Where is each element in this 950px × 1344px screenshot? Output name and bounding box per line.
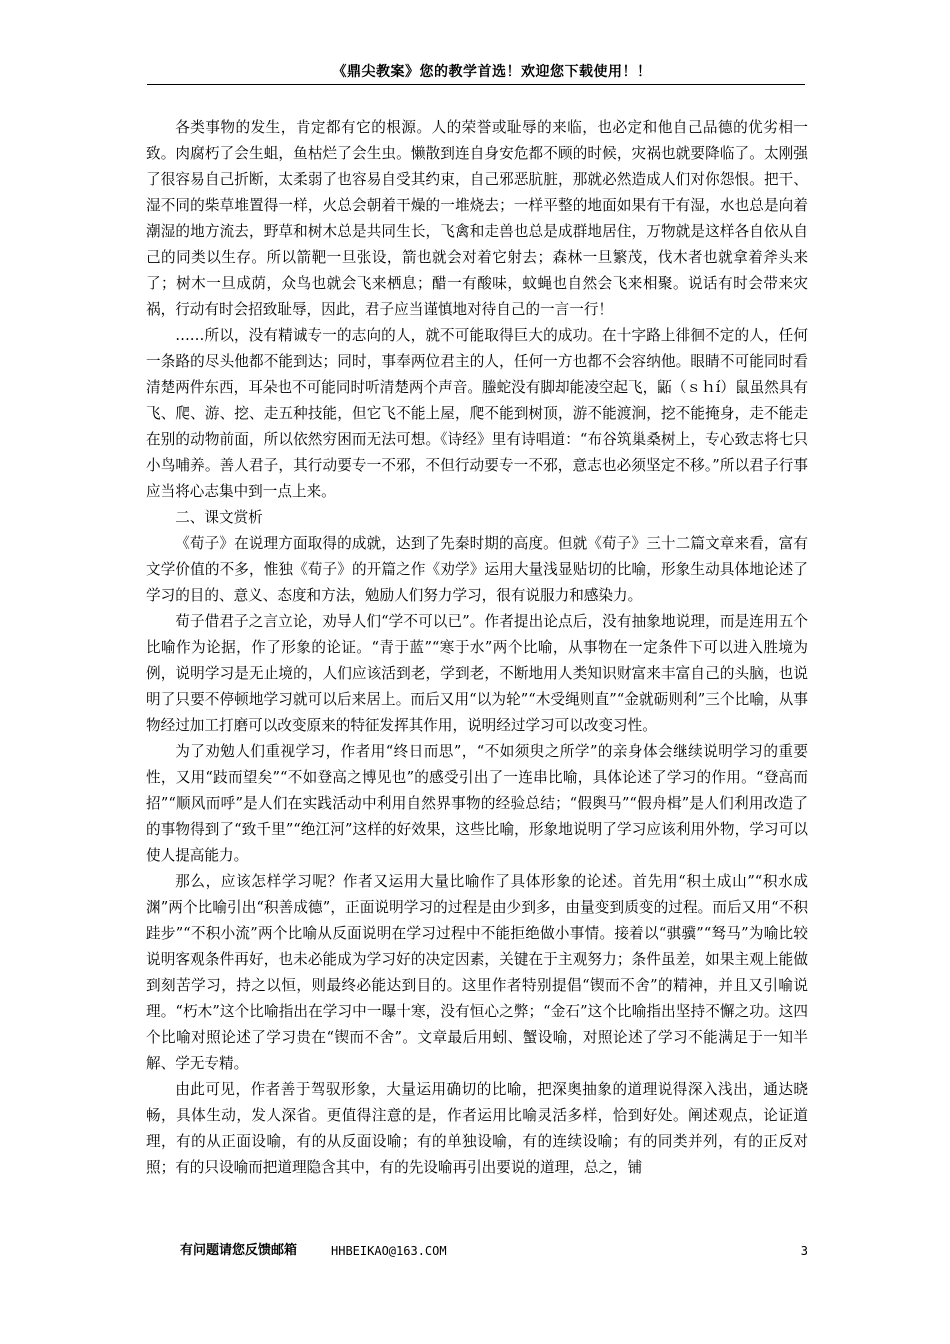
paragraph-how-to-learn: 那么，应该怎样学习呢？作者又运用大量比喻作了具体形象的论述。首先用“积土成山”“积水成渊”两个比喻引出“积善成德”，正面说明学习的过程是由少到多，由量变到质变的过程。而后又用“不积跬步”“不积小流”两个比喻从反面说明在学习过程中不能拒绝做小事情。接着以“骐骥”“驽马”为喻比较说明客观条件再好，也未必能成为学习好的决定因素，关键在于主观努力；条件虽差，如果主观上能做到刻苦学习，持之以恒，则最终必能达到目的。这里作者特别提倡“锲而不舍”的精神，并且又引喻说理。“朽木”这个比喻指出在学习中一曝十寒，没有恒心之弊；“金石”这个比喻指出坚持不懈之功。这四个比喻对照论述了学习贵在“锲而不舍”。文章最后用蚓、蟹设喻，对照论述了学习不能满足于一知半解、学无专精。 — [146, 873, 808, 1072]
feedback-email[interactable]: HHBEIKAO@163.COM — [331, 1244, 447, 1258]
feedback-label: 有问题请您反馈邮箱 — [180, 1243, 298, 1258]
section-heading-text-appreciation: 二、课文赏析 — [175, 509, 263, 526]
page-footer — [180, 1240, 808, 1262]
header-divider — [147, 84, 805, 85]
paragraph-five-metaphors: 荀子借君子之言立论，劝导人们“学不可以已”。作者提出论点后，没有抽象地说理，而是连用五个比喻作为论据，作了形象的论证。“青于蓝”“寒于水”两个比喻，从事物在一定条件下可以进入胜境为例，说明学习是无止境的，人们应该活到老，学到老，不断地用人类知识财富来丰富自己的头脑，也说明了只要不停顿地学习就可以后来居上。而后又用“以为轮”“木受绳则直”“金就砺则利”三个比喻，从事物经过加工打磨可以改变原来的特征发挥其作用，说明经过学习可以改变习性。 — [146, 613, 808, 734]
page-number: 3 — [800, 1244, 808, 1258]
paragraph-conclusion: 由此可见，作者善于驾驭形象，大量运用确切的比喻，把深奥抽象的道理说得深入浅出，通达晓畅，具体生动，发人深省。更值得注意的是，作者运用比喻灵活多样，恰到好处。阐述观点，论证道理，有的从正面设喻，有的从反面设喻；有的单独设喻，有的连续设喻；有的同类并列，有的正反对照；有的只设喻而把道理隐含其中，有的先设喻再引出要说的道理，总之，铺 — [146, 1081, 808, 1176]
paragraph-single-minded-focus: ……所以，没有精诚专一的志向的人，就不可能取得巨大的成功。在十字路上徘徊不定的人，任何一条路的尽头他都不能到达；同时，事奉两位君主的人，任何一方也都不会容纳他。眼睛不可能同时看清楚两件东西，耳朵也不可能同时听清楚两个声音。螣蛇没有脚却能凌空起飞，鼫（ｓｈí）鼠虽然具有飞、爬、游、挖、走五种技能，但它飞不能上屋，爬不能到树顶，游不能渡涧，挖不能掩身，走不能走在别的动物前面，所以依然穷困而无法可想。《诗经》里有诗唱道：“布谷筑巢桑树上，专心致志将七只小鸟哺养。善人君子，其行动要专一不邪，不但行动要专一不邪，意志也必须坚定不移。”所以君子行事应当将心志集中到一点上来。 — [146, 327, 808, 500]
document-body — [146, 115, 808, 1181]
paragraph-xunzi-achievement: 《荀子》在说理方面取得的成就，达到了先秦时期的高度。但就《荀子》三十二篇文章来看，富有文学价值的不多，惟独《荀子》的开篇之作《劝学》运用大量浅显贴切的比喻，形象生动具体地论述了学习的目的、意义、态度和方法，勉励人们努力学习，很有说服力和感染力。 — [146, 535, 808, 604]
paragraph-importance-of-learning: 为了劝勉人们重视学习，作者用“终日而思”，“不如须臾之所学”的亲身体会继续说明学习的重要性，又用“跂而望矣”“不如登高之博见也”的感受引出了一连串比喻，具体论述了学习的作用。“登高而招”“顺风而呼”是人们在实践活动中利用自然界事物的经验总结；“假舆马”“假舟楫”是人们利用改造了的事物得到了“致千里”“绝江河”这样的好效果，这些比喻，形象地说明了学习应该利用外物，学习可以使人提高能力。 — [146, 743, 808, 864]
page-header: 《鼎尖教案》您的教学首选！欢迎您下载使用！！ — [332, 64, 652, 80]
paragraph-roots-of-things: 各类事物的发生，肯定都有它的根源。人的荣誉或耻辱的来临，也必定和他自己品德的优劣相一致。肉腐朽了会生蛆，鱼枯烂了会生虫。懒散到连自身安危都不顾的时候，灾祸也就要降临了。太刚强了很容易自己折断，太柔弱了也容易自受其约束，自己邪恶肮脏，那就必然造成人们对你怨恨。把干、湿不同的柴草堆置得一样，火总会朝着干燥的一堆烧去；一样平整的地面如果有干有湿，水也总是向着潮湿的地方流去，野草和树木总是共同生长，飞禽和走兽也总是成群地居住，万物就是这样各自依从自己的同类以生存。所以箭靶一旦张设，箭也就会对着它射去；森林一旦繁茂，伐木者也就拿着斧头来了；树木一旦成荫，众鸟也就会飞来栖息；醋一有酸味，蚊蝇也自然会飞来相聚。说话有时会带来灾祸，行动有时会招致耻辱，因此，君子应当谨慎地对待自己的一言一行！ — [146, 119, 808, 318]
